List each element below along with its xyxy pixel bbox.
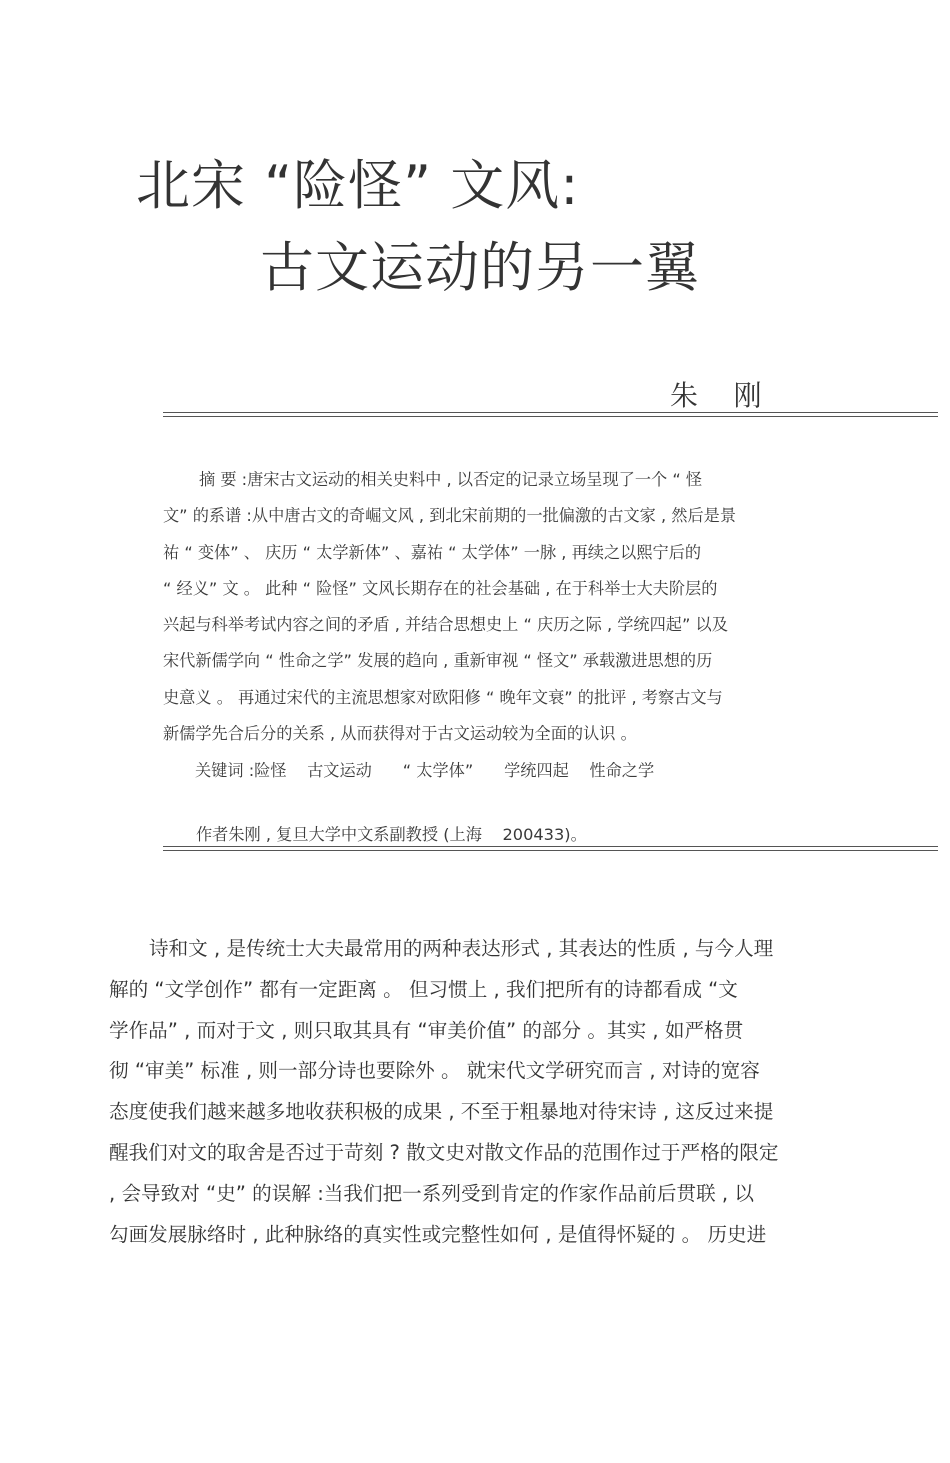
body-paragraph: [109, 929, 829, 1255]
body-line: 彻 “审美” 标准 , 则一部分诗也要除外 。 就宋代文学研究而言 , 对诗的宽容: [109, 1059, 760, 1083]
author-affiliation-note: 作者朱刚 , 复旦大学中文系副教授 (上海 200433)。: [196, 825, 587, 844]
body-line: 勾画发展脉络时 , 此种脉络的真实性或完整性如何 , 是值得怀疑的 。 历史进: [109, 1222, 767, 1246]
header-double-rule: [163, 412, 938, 417]
abstract-line: 宋代新儒学向 “ 性命之学” 发展的趋向 , 重新审视 “ 怪文” 承载激进思想的历: [163, 651, 713, 671]
article-title-line-1: 北宋 “险怪” 文风:: [136, 154, 580, 217]
abstract-line: 兴起与科举考试内容之间的矛盾 , 并结合思想史上 “ 庆历之际 , 学统四起” 以及: [163, 615, 728, 635]
abstract-line: 祐 “ 变体” 、 庆历 “ 太学新体” 、嘉祐 “ 太学体” 一脉 , 再续之以熙宁后的: [163, 542, 702, 562]
abstract-line: 史意义 。 再通过宋代的主流思想家对欧阳修 “ 晚年文衰” 的批评 , 考察古文与: [163, 687, 723, 707]
keywords: 关键词 :险怪 古文运动 “ 太学体” 学统四起 性命之学: [195, 761, 655, 780]
body-line: 诗和文 , 是传统士大夫最常用的两种表达形式 , 其表达的性质 , 与今人理: [149, 937, 774, 960]
article-title-line-2: 古文运动的另一翼: [260, 236, 700, 299]
body-line: 解的 “文学创作” 都有一定距离 。 但习惯上 , 我们把所有的诗都看成 “文: [109, 977, 738, 1001]
abstract: [163, 462, 778, 752]
body-line: 态度使我们越来越多地收获积极的成果 , 不至于粗暴地对待宋诗 , 这反过来提: [109, 1100, 774, 1124]
abstract-line: 新儒学先合后分的关系 , 从而获得对于古文运动较为全面的认识 。: [163, 724, 637, 744]
abstract-bottom-double-rule: [163, 846, 938, 851]
abstract-line: 摘 要 :唐宋古文运动的相关史料中 , 以否定的记录立场呈现了一个 “ 怪: [199, 470, 703, 489]
abstract-line: “ 经义” 文 。 此种 “ 险怪” 文风长期存在的社会基础 , 在于科举士大夫阶层的: [163, 578, 718, 598]
author-name: 朱 刚: [670, 379, 762, 412]
body-line: 学作品” , 而对于文 , 则只取其具有 “审美价值” 的部分 。其实 , 如严格贯: [109, 1018, 744, 1042]
body-line: , 会导致对 “史” 的误解 :当我们把一系列受到肯定的作家作品前后贯联 , 以: [109, 1181, 754, 1205]
body-line: 醒我们对文的取舍是否过于苛刻 ? 散文史对散文作品的范围作过于严格的限定: [109, 1140, 779, 1164]
abstract-line: 文” 的系谱 :从中唐古文的奇崛文风 , 到北宋前期的一批偏激的古文家 , 然后是景: [163, 506, 737, 526]
